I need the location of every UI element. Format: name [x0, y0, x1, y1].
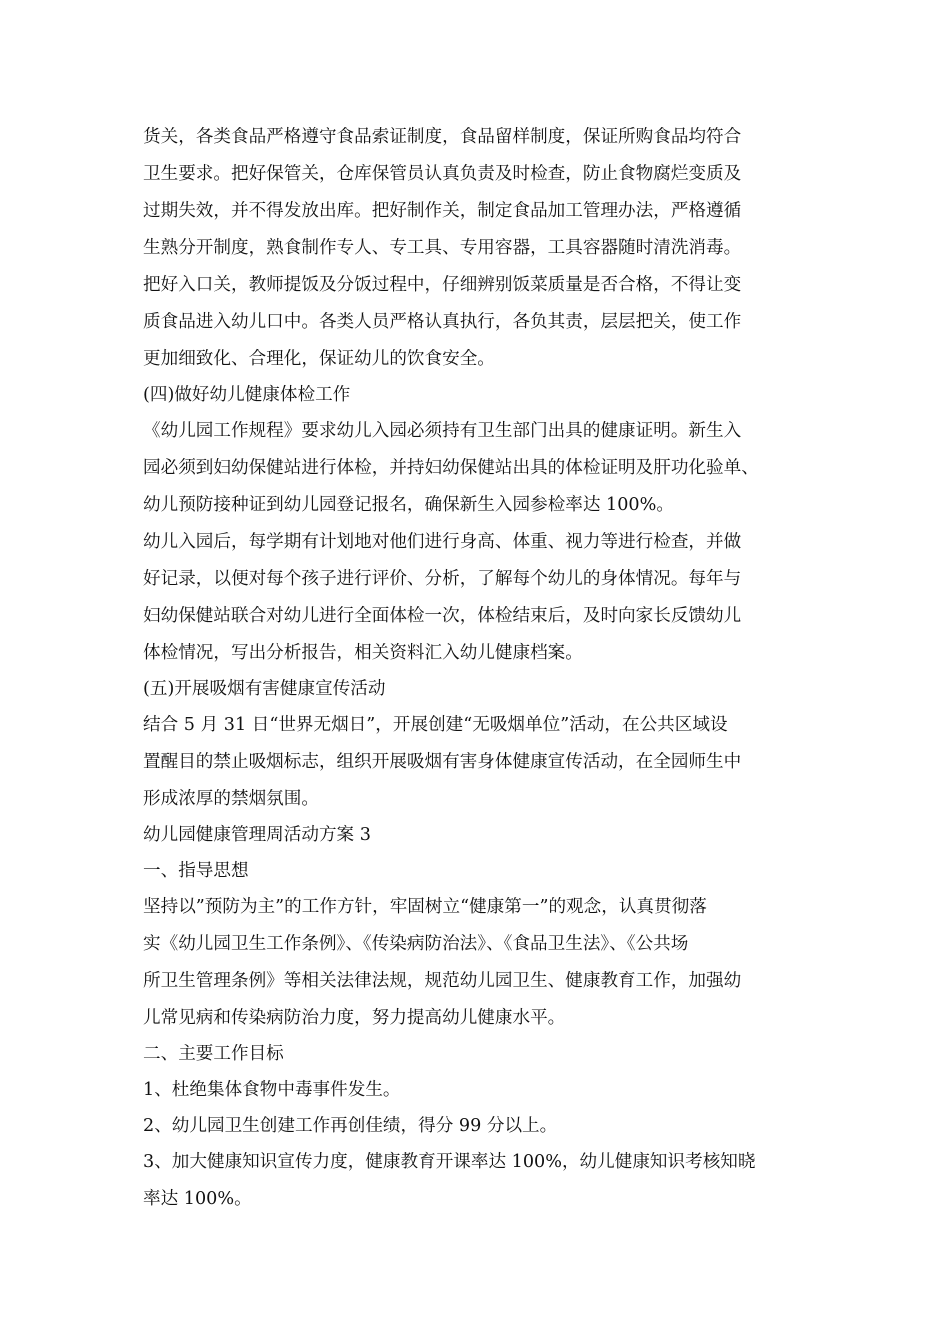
text-line: 生熟分开制度，熟食制作专人、专工具、专用容器，工具容器随时清洗消毒。 — [143, 238, 742, 258]
text-line: 所卫生管理条例》等相关法律法规，规范幼儿园卫生、健康教育工作，加强幼 — [143, 971, 742, 991]
text-line: 货关，各类食品严格遵守食品索证制度，食品留样制度，保证所购食品均符合 — [143, 127, 742, 147]
section-heading: 一、指导思想 — [143, 861, 249, 881]
text-line: 实《幼儿园卫生工作条例》、《传染病防治法》、《食品卫生法》、《公共场 — [143, 934, 689, 954]
text-line: 过期失效，并不得发放出库。把好制作关，制定食品加工管理办法，严格遵循 — [143, 201, 742, 221]
text-line: 结合 5 月 31 日“世界无烟日”，开展创建“无吸烟单位”活动，在公共区域设 — [143, 715, 728, 735]
text-line: 坚持以”预防为主”的工作方针，牢固树立“健康第一”的观念，认真贯彻落 — [143, 897, 707, 917]
text-line: 幼儿入园后，每学期有计划地对他们进行身高、体重、视力等进行检查，并做 — [143, 532, 742, 552]
list-item: 1、杜绝集体食物中毒事件发生。 — [143, 1080, 401, 1100]
text-line: 体检情况，写出分析报告，相关资料汇入幼儿健康档案。 — [143, 643, 583, 663]
document-body — [143, 119, 823, 1218]
section-heading: (四)做好幼儿健康体检工作 — [143, 385, 351, 405]
text-line: 把好入口关，教师提饭及分饭过程中，仔细辨别饭菜质量是否合格，不得让变 — [143, 275, 742, 295]
text-line: 卫生要求。把好保管关，仓库保管员认真负责及时检查，防止食物腐烂变质及 — [143, 164, 742, 184]
section-heading: 二、主要工作目标 — [143, 1044, 284, 1064]
text-line: 园必须到妇幼保健站进行体检，并持妇幼保健站出具的体检证明及肝功化验单、 — [143, 458, 759, 478]
list-item: 2、幼儿园卫生创建工作再创佳绩，得分 99 分以上。 — [143, 1116, 558, 1136]
section-heading: (五)开展吸烟有害健康宣传活动 — [143, 679, 386, 699]
text-line: 儿常见病和传染病防治力度，努力提高幼儿健康水平。 — [143, 1008, 566, 1028]
text-line: 率达 100%。 — [143, 1189, 252, 1209]
text-line: 《幼儿园工作规程》要求幼儿入园必须持有卫生部门出具的健康证明。新生入 — [143, 421, 742, 441]
text-line: 幼儿预防接种证到幼儿园登记报名，确保新生入园参检率达 100%。 — [143, 495, 674, 515]
text-line: 置醒目的禁止吸烟标志，组织开展吸烟有害身体健康宣传活动，在全园师生中 — [143, 752, 742, 772]
text-line: 更加细致化、合理化，保证幼儿的饮食安全。 — [143, 349, 495, 369]
text-line: 好记录，以便对每个孩子进行评价、分析，了解每个幼儿的身体情况。每年与 — [143, 569, 742, 589]
text-line: 形成浓厚的禁烟氛围。 — [143, 789, 319, 809]
document-title: 幼儿园健康管理周活动方案 3 — [143, 825, 371, 845]
text-line: 质食品进入幼儿口中。各类人员严格认真执行，各负其责，层层把关，使工作 — [143, 312, 742, 332]
list-item: 3、加大健康知识宣传力度，健康教育开课率达 100%，幼儿健康知识考核知晓 — [143, 1152, 756, 1172]
text-line: 妇幼保健站联合对幼儿进行全面体检一次，体检结束后，及时向家长反馈幼儿 — [143, 606, 742, 626]
